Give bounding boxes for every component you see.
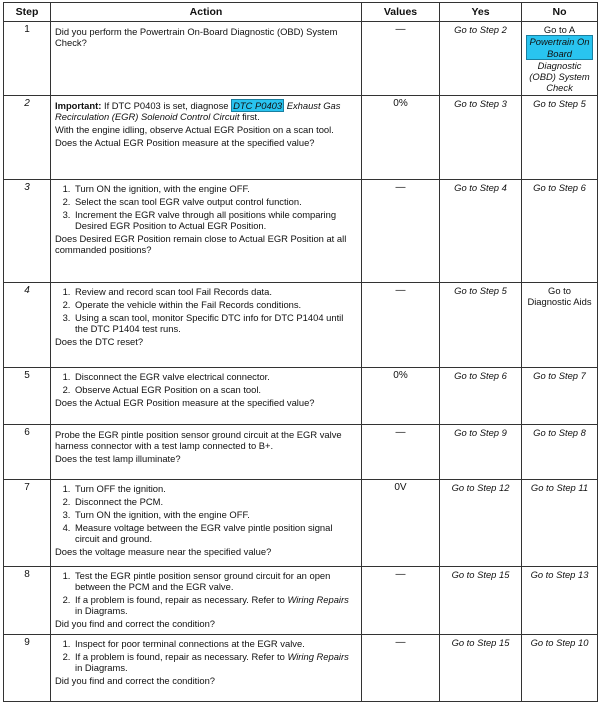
item-text: If a problem is found, repair as necessary. Refer to — [75, 594, 285, 606]
list-item: 1. Review and record scan tool Fail Records data. — [73, 286, 357, 297]
header-action: Action — [51, 3, 362, 22]
yes-link[interactable]: Go to Step 15 — [440, 566, 522, 634]
action-question: Does the DTC reset? — [55, 336, 144, 348]
action-cell — [51, 179, 362, 282]
item-text: If a problem is found, repair as necessary. Refer to — [75, 651, 285, 663]
list-item: 1. Turn OFF the ignition. — [73, 483, 357, 494]
action-question: Does the Actual EGR Position measure at the specified value? — [55, 397, 315, 409]
yes-link[interactable]: Go to Step 15 — [440, 634, 522, 701]
step-number: 4 — [4, 282, 51, 367]
action-steps — [55, 371, 357, 395]
table-row — [4, 179, 598, 282]
value-cell: — — [362, 22, 440, 96]
action-question: Does the test lamp illuminate? — [55, 453, 181, 465]
action-steps — [55, 483, 357, 544]
header-yes: Yes — [440, 3, 522, 22]
step-number: 1 — [4, 22, 51, 96]
important-text: If DTC P0403 is set, diagnose — [103, 99, 229, 111]
header-step: Step — [4, 3, 51, 22]
value-cell: 0V — [362, 479, 440, 566]
no-go-to: Go to — [548, 284, 571, 296]
table-row — [4, 22, 598, 96]
list-item: 1. Disconnect the EGR valve electrical connector. — [73, 371, 357, 382]
action-cell — [51, 479, 362, 566]
no-link[interactable]: Go to Step 8 — [522, 424, 598, 479]
list-item: 3. Turn ON the ignition, with the engine OFF. — [73, 509, 357, 520]
action-question: Did you perform the Powertrain On-Board Diagnostic (OBD) System Check? — [55, 26, 338, 49]
step-number: 2 — [4, 95, 51, 179]
value-cell: — — [362, 179, 440, 282]
value-cell: 0% — [362, 95, 440, 179]
list-item — [73, 651, 357, 673]
table-row — [4, 479, 598, 566]
action-question: Did you find and correct the condition? — [55, 675, 215, 687]
action-question: Did you find and correct the condition? — [55, 618, 215, 630]
action-cell — [51, 424, 362, 479]
table-row — [4, 95, 598, 179]
yes-link[interactable]: Go to Step 3 — [440, 95, 522, 179]
step-number: 7 — [4, 479, 51, 566]
important-label: Important: — [55, 99, 102, 111]
step-number: 5 — [4, 367, 51, 424]
action-question: Does Desired EGR Position remain close to Actual EGR Position at all commanded positions? — [55, 233, 347, 256]
no-link[interactable]: Go to Step 7 — [522, 367, 598, 424]
table-row — [4, 367, 598, 424]
header-no: No — [522, 3, 598, 22]
action-steps — [55, 286, 357, 334]
value-cell: — — [362, 566, 440, 634]
yes-link[interactable]: Go to Step 9 — [440, 424, 522, 479]
dtc-p0403-link[interactable]: DTC P0403 — [233, 99, 283, 111]
list-item: 1. Test the EGR pintle position sensor ground circuit for an open between the PCM and the EGR valve. — [73, 570, 357, 592]
table-row — [4, 566, 598, 634]
list-item: 1. Turn ON the ignition, with the engine OFF. — [73, 183, 357, 194]
step-number: 9 — [4, 634, 51, 701]
no-link[interactable]: Go to Step 11 — [522, 479, 598, 566]
value-cell: — — [362, 282, 440, 367]
value-cell: — — [362, 424, 440, 479]
diagnostic-table — [3, 2, 598, 702]
step-number: 8 — [4, 566, 51, 634]
important-post: first. — [242, 111, 260, 123]
no-suffix: Diagnostic (OBD) System Check — [529, 59, 590, 93]
list-item — [73, 594, 357, 616]
list-item: 3. Using a scan tool, monitor Specific DTC info for DTC P1404 until the DTC P1404 test runs. — [73, 312, 357, 334]
diagnostic-aids-link[interactable]: Diagnostic Aids — [527, 296, 592, 308]
yes-link[interactable]: Go to Step 5 — [440, 282, 522, 367]
item-text: in Diagrams. — [75, 662, 128, 674]
list-item: 4. Measure voltage between the EGR valve pintle position signal circuit and ground. — [73, 522, 357, 544]
item-text: in Diagrams. — [75, 605, 128, 617]
value-cell: — — [362, 634, 440, 701]
action-question: Does the Actual EGR Position measure at the specified value? — [55, 137, 315, 149]
list-item: 2. Operate the vehicle within the Fail Records conditions. — [73, 299, 357, 310]
list-item: 2. Select the scan tool EGR valve output control function. — [73, 196, 357, 207]
action-question: Does the voltage measure near the specified value? — [55, 546, 272, 558]
step-number: 6 — [4, 424, 51, 479]
yes-link[interactable]: Go to Step 4 — [440, 179, 522, 282]
action-instruction: Probe the EGR pintle position sensor ground circuit at the EGR valve harness connector with a test lamp connected to B+. — [55, 428, 342, 452]
list-item: 2. Observe Actual EGR Position on a scan tool. — [73, 384, 357, 395]
list-item: 1. Inspect for poor terminal connections at the EGR valve. — [73, 638, 357, 649]
no-prefix: Go to A — [543, 24, 576, 36]
yes-link[interactable]: Go to Step 12 — [440, 479, 522, 566]
value-cell: 0% — [362, 367, 440, 424]
action-steps — [55, 570, 357, 616]
header-row — [4, 3, 598, 22]
no-cell — [522, 22, 598, 96]
list-item: 2. Disconnect the PCM. — [73, 496, 357, 507]
yes-link[interactable]: Go to Step 2 — [440, 22, 522, 96]
wiring-repairs-link[interactable]: Wiring Repairs — [287, 651, 349, 663]
obd-system-check-link[interactable]: Powertrain On Board — [526, 35, 593, 59]
table-row — [4, 634, 598, 701]
header-values: Values — [362, 3, 440, 22]
no-link[interactable]: Go to Step 5 — [522, 95, 598, 179]
table-row — [4, 282, 598, 367]
step-number: 3 — [4, 179, 51, 282]
action-steps — [55, 638, 357, 673]
action-steps — [55, 183, 357, 231]
no-cell — [522, 282, 598, 367]
yes-link[interactable]: Go to Step 6 — [440, 367, 522, 424]
no-link[interactable]: Go to Step 6 — [522, 179, 598, 282]
action-cell — [51, 22, 362, 96]
table-row — [4, 424, 598, 479]
list-item: 3. Increment the EGR valve through all positions while comparing Desired EGR Position to Actual EGR Position. — [73, 209, 357, 231]
no-link[interactable]: Go to Step 13 — [522, 566, 598, 634]
no-link[interactable]: Go to Step 10 — [522, 634, 598, 701]
action-instruction: With the engine idling, observe Actual EGR Position on a scan tool. — [55, 124, 334, 136]
important-italic: Exhaust Gas Recirculation (EGR) Solenoid Control Circuit — [55, 99, 341, 123]
action-cell — [51, 367, 362, 424]
action-cell — [51, 566, 362, 634]
action-cell — [51, 634, 362, 701]
action-cell — [51, 95, 362, 179]
wiring-repairs-link[interactable]: Wiring Repairs — [287, 594, 349, 606]
important-note — [55, 100, 357, 122]
action-cell — [51, 282, 362, 367]
